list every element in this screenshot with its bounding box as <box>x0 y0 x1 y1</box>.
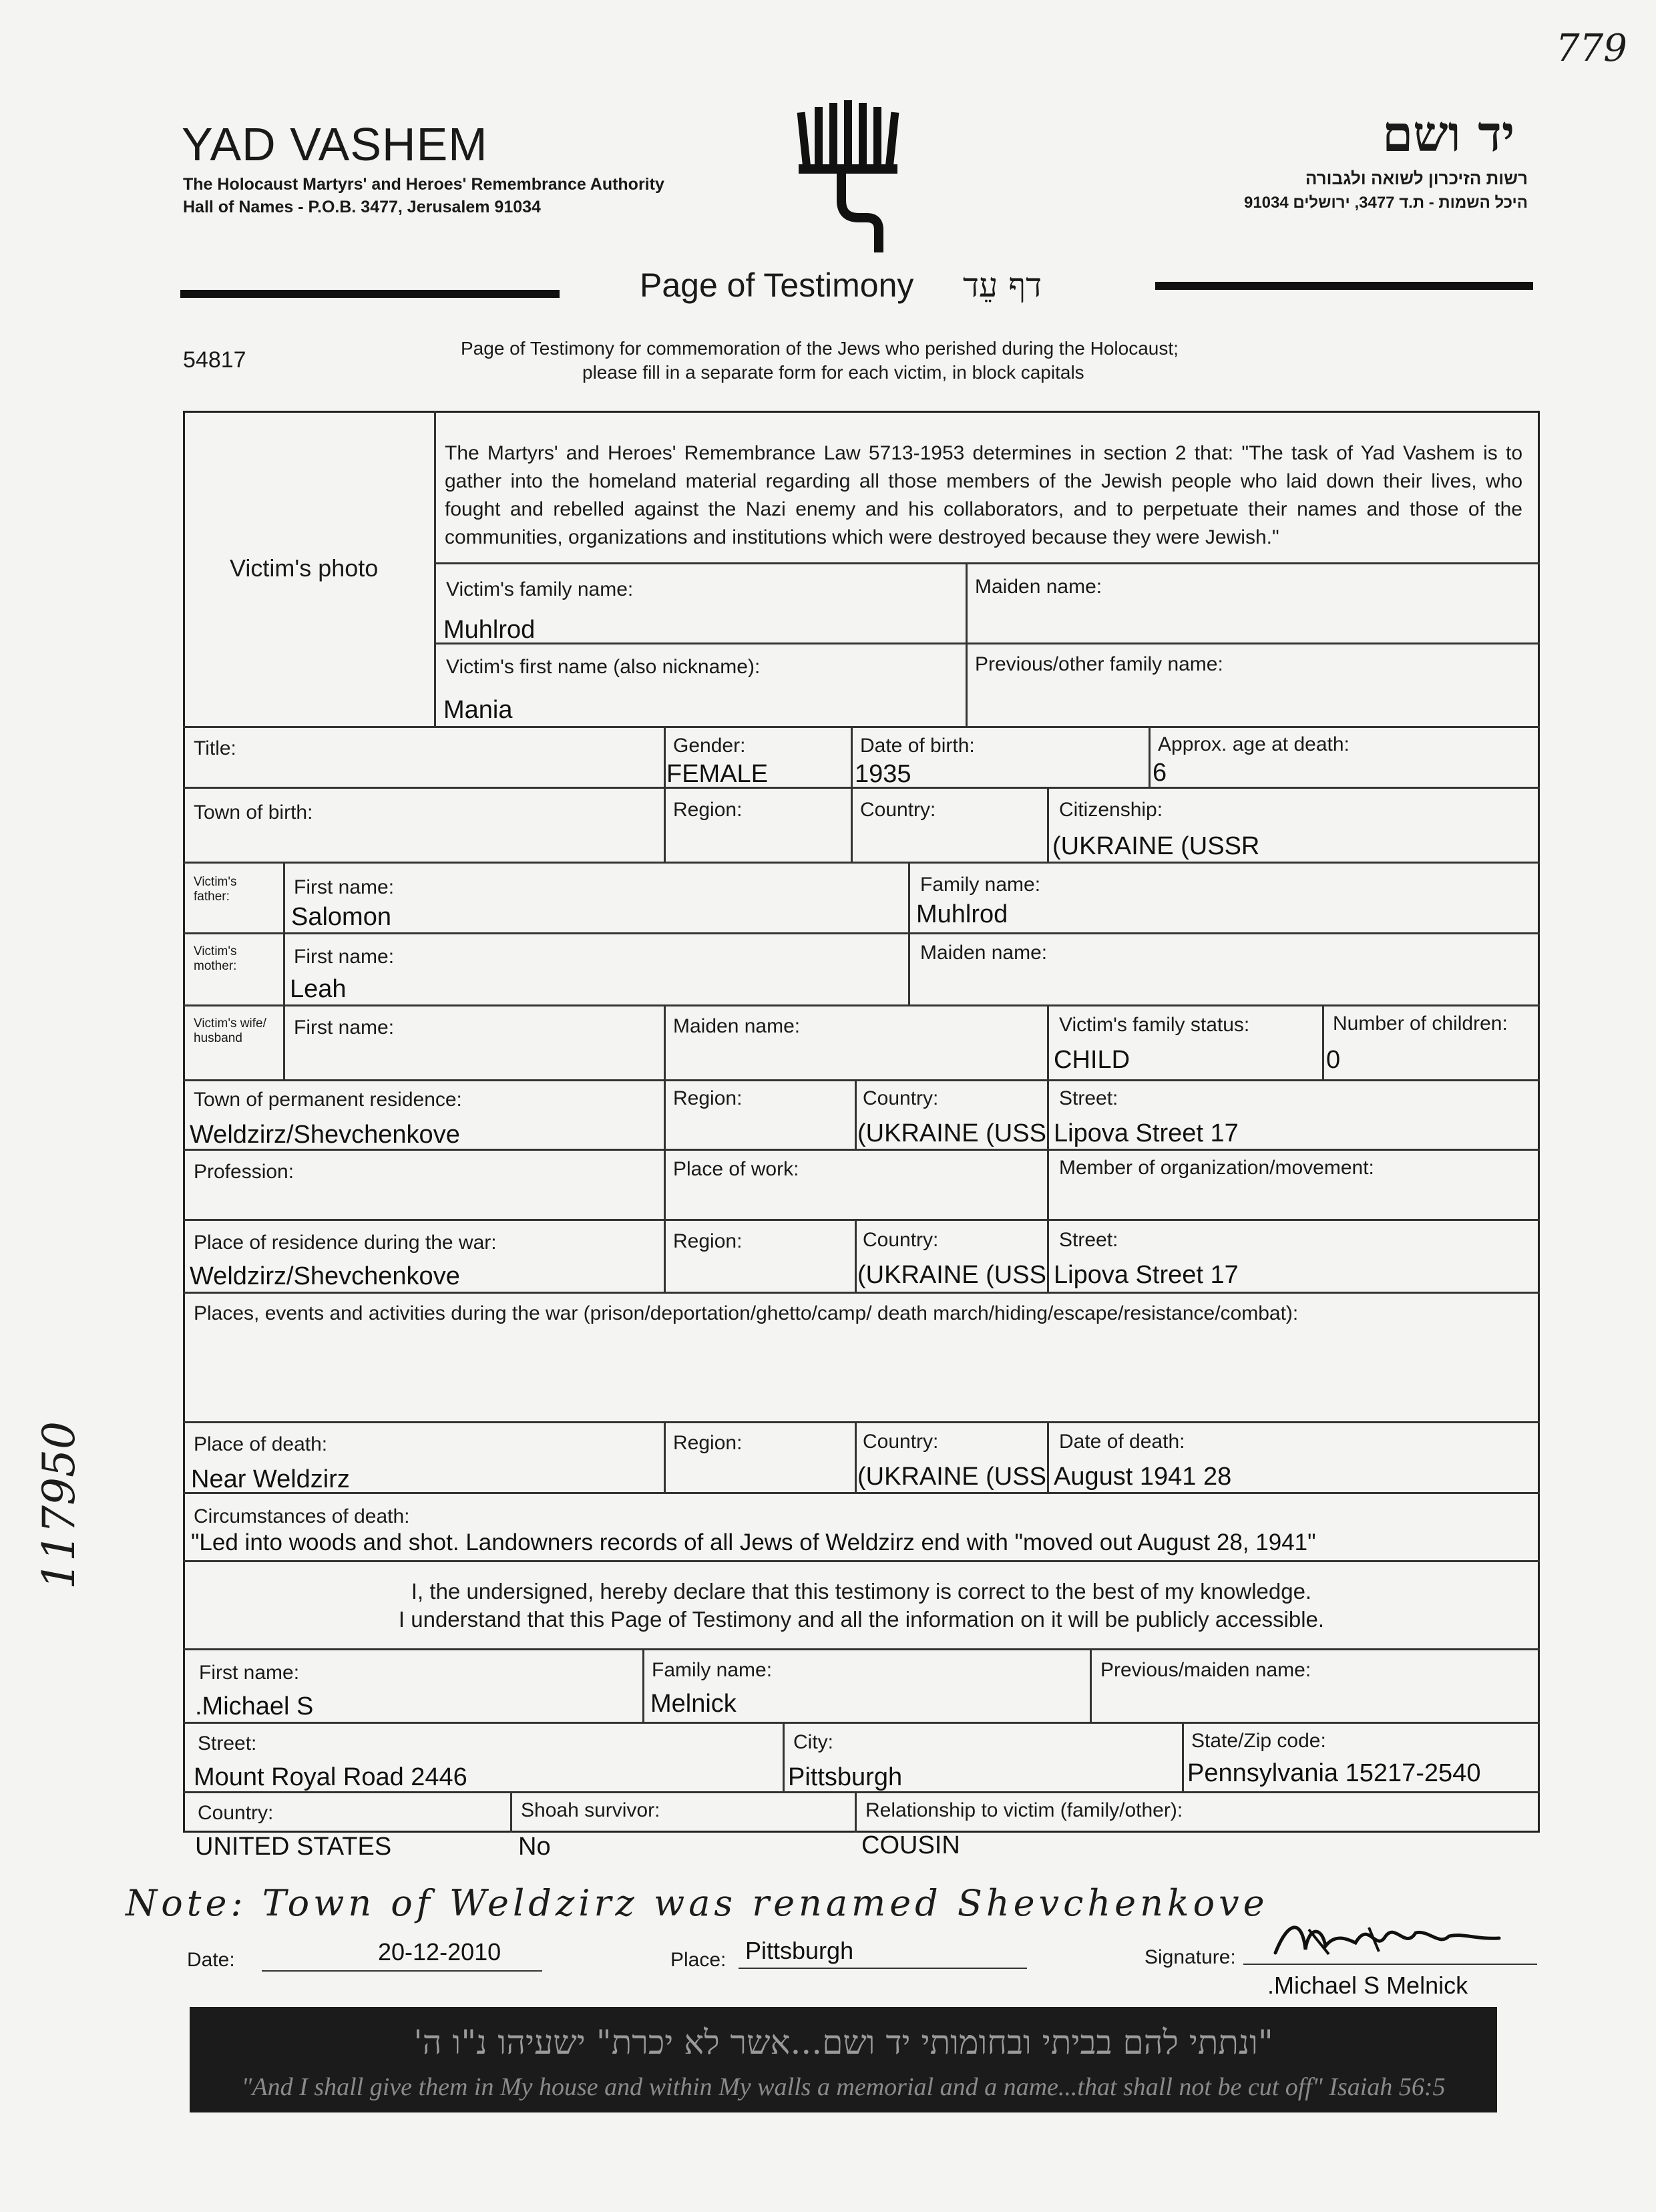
previous-family-name-label: Previous/other family name: <box>975 653 1223 675</box>
submitter-maiden-name-label: Previous/maiden name: <box>1100 1659 1311 1681</box>
submitter-city-label: City: <box>793 1731 833 1753</box>
war-country-label: Country: <box>863 1229 939 1251</box>
victim-first-name: Mania <box>443 696 513 724</box>
handwritten-note: Note: Town of Weldzirz was renamed Shevchenkove <box>126 1882 1269 1924</box>
instructions-line-1: Page of Testimony for commemoration of the Jews who perished during the Holocaust; <box>461 338 1179 359</box>
shoah-survivor-label: Shoah survivor: <box>521 1799 660 1821</box>
submission-date: 20-12-2010 <box>378 1938 501 1966</box>
submitter-street: Mount Royal Road 2446 <box>194 1763 467 1791</box>
org-address-hebrew: היכל השמות - ת.ד 3477, ירושלים 91034 <box>1243 194 1528 212</box>
relationship-to-victim: COUSIN <box>861 1831 960 1859</box>
submitter-city: Pittsburgh <box>788 1763 903 1791</box>
menorah-logo <box>795 100 901 254</box>
residence-country: (UKRAINE (USS <box>857 1119 1046 1147</box>
number-of-children: 0 <box>1326 1046 1341 1074</box>
profession-label: Profession: <box>194 1161 294 1183</box>
dob-label: Date of birth: <box>860 735 975 757</box>
residence-country-label: Country: <box>863 1087 939 1109</box>
serial-number: 54817 <box>183 347 246 373</box>
title-rule-right <box>1155 282 1533 290</box>
mother-label: Victim's mother: <box>194 944 237 973</box>
father-family-name-label: Family name: <box>920 874 1041 896</box>
spouse-first-name-label: First name: <box>294 1017 395 1039</box>
member-organization-label: Member of organization/movement: <box>1059 1157 1374 1179</box>
victim-age-at-death: 6 <box>1153 759 1167 787</box>
declaration-line-2: I understand that this Page of Testimony and all the information on it will be publicly accessible. <box>398 1607 1325 1632</box>
handwritten-margin-id: 117950 <box>33 1421 85 1590</box>
circumstances-of-death: "Led into woods and shot. Landowners records of all Jews of Weldzirz end with "moved out August 28, 1941" <box>191 1529 1316 1555</box>
place-of-death: Near Weldzirz <box>191 1465 350 1493</box>
place-of-death-label: Place of death: <box>194 1433 328 1455</box>
victim-citizenship: (UKRAINE (USSR <box>1052 832 1260 860</box>
mother-maiden-name-label: Maiden name: <box>920 942 1048 964</box>
signature-name: .Michael S Melnick <box>1267 1972 1468 1999</box>
submitter-state-zip: Pennsylvania 15217-2540 <box>1187 1759 1481 1787</box>
age-at-death-label: Approx. age at death: <box>1158 733 1350 755</box>
page-number-handwritten: 779 <box>1556 27 1627 70</box>
org-subtitle: The Holocaust Martyrs' and Heroes' Remembrance Authority <box>183 175 664 194</box>
submitter-family-name: Melnick <box>650 1690 737 1718</box>
residence-region-label: Region: <box>673 1087 743 1109</box>
residence-street: Lipova Street 17 <box>1054 1119 1239 1147</box>
maiden-name-label: Maiden name: <box>975 576 1102 598</box>
footer-english-verse: "And I shall give them in My house and within My walls a memorial and a name...that shall not be cut off" Isaiah 56:5 <box>241 2073 1446 2101</box>
places-events-label: Places, events and activities during the war (prison/deportation/ghetto/camp/ death march/hiding/escape/resistance/combat): <box>194 1302 1299 1324</box>
relationship-label: Relationship to victim (family/other): <box>865 1799 1183 1821</box>
permanent-residence-label: Town of permanent residence: <box>194 1089 462 1111</box>
page-title: Page of Testimony <box>640 266 914 304</box>
org-address: Hall of Names - P.O.B. 3477, Jerusalem 91034 <box>183 198 541 216</box>
gender-label: Gender: <box>673 735 746 757</box>
declaration-line-1: I, the undersigned, hereby declare that this testimony is correct to the best of my knowledge. <box>411 1579 1312 1604</box>
victim-photo-label: Victim's photo <box>230 554 379 582</box>
submitter-first-name-label: First name: <box>199 1662 300 1684</box>
place-label: Place: <box>670 1949 727 1971</box>
instructions-line-2: please fill in a separate form for each victim, in block capitals <box>582 362 1084 383</box>
father-first-name-label: First name: <box>294 876 395 898</box>
signature-image <box>1269 1913 1509 1966</box>
spouse-maiden-name-label: Maiden name: <box>673 1015 801 1037</box>
family-name-label: Victim's family name: <box>446 578 634 600</box>
spouse-label: Victim's wife/ husband <box>194 1017 266 1045</box>
permanent-residence-town: Weldzirz/Shevchenkove <box>190 1121 460 1149</box>
date-label: Date: <box>187 1949 235 1971</box>
victim-gender: FEMALE <box>666 760 769 788</box>
law-text: The Martyrs' and Heroes' Remembrance Law 5713-1953 determines in section 2 that: "The task of Yad Vashem is to gather into the homeland material regarding all those members of the Jewish people who laid down their lives, who fought and rebelled against the Nazi enemy and his collaborators, and to perpetuate their names and those of the communities, organizations and institutions which were destroyed because they were Jewish." <box>445 442 1522 548</box>
first-name-label: Victim's first name (also nickname): <box>446 656 761 678</box>
date-of-death-label: Date of death: <box>1059 1431 1185 1453</box>
shoah-survivor: No <box>518 1833 551 1861</box>
victim-family-status: CHILD <box>1054 1046 1130 1074</box>
father-family-name: Muhlrod <box>916 900 1008 928</box>
state-zip-label: State/Zip code: <box>1191 1730 1326 1752</box>
title-label: Title: <box>194 737 236 759</box>
date-underline <box>262 1970 542 1972</box>
war-residence-label: Place of residence during the war: <box>194 1232 497 1254</box>
mother-first-name: Leah <box>290 975 347 1003</box>
birth-country-label: Country: <box>860 799 936 821</box>
family-status-label: Victim's family status: <box>1059 1014 1250 1036</box>
org-name: YAD VASHEM <box>182 118 488 170</box>
war-residence-town: Weldzirz/Shevchenkove <box>190 1262 460 1290</box>
org-subtitle-hebrew: רשות הזיכרון לשואה ולגבורה <box>1305 168 1528 188</box>
number-of-children-label: Number of children: <box>1333 1012 1508 1035</box>
submission-place: Pittsburgh <box>745 1937 854 1964</box>
page-title-hebrew: דף עֵד <box>963 266 1042 305</box>
footer-banner <box>190 2007 1497 2112</box>
org-name-hebrew: יד ושם <box>1382 106 1515 163</box>
citizenship-label: Citizenship: <box>1059 799 1163 821</box>
father-first-name: Salomon <box>291 903 391 931</box>
war-street: Lipova Street 17 <box>1054 1261 1239 1289</box>
death-country: (UKRAINE (USS <box>857 1463 1046 1491</box>
birth-region-label: Region: <box>673 799 743 821</box>
submitter-street-label: Street: <box>198 1732 257 1755</box>
footer-hebrew-verse: "ונתתי להם בביתי ובחומותי יד ושם...אשר לא יכרת" ישעיהו נ"ו ה' <box>413 2023 1273 2062</box>
submitter-family-name-label: Family name: <box>652 1659 773 1681</box>
father-label: Victim's father: <box>194 875 237 904</box>
victim-dob: 1935 <box>855 760 911 788</box>
town-of-birth-label: Town of birth: <box>194 801 313 823</box>
place-underline <box>739 1968 1027 1969</box>
place-of-work-label: Place of work: <box>673 1158 799 1180</box>
submitter-country: UNITED STATES <box>195 1833 392 1861</box>
death-country-label: Country: <box>863 1431 939 1453</box>
mother-first-name-label: First name: <box>294 946 395 968</box>
residence-street-label: Street: <box>1059 1087 1118 1109</box>
submitter-first-name: .Michael S <box>195 1692 314 1720</box>
victim-family-name: Muhlrod <box>443 616 536 644</box>
death-region-label: Region: <box>673 1432 743 1454</box>
war-region-label: Region: <box>673 1230 743 1252</box>
signature-label: Signature: <box>1145 1946 1236 1968</box>
war-street-label: Street: <box>1059 1229 1118 1251</box>
title-rule-left <box>180 290 560 298</box>
date-of-death: August 1941 28 <box>1054 1463 1232 1491</box>
circumstances-label: Circumstances of death: <box>194 1505 410 1527</box>
submitter-country-label: Country: <box>198 1802 274 1824</box>
war-country: (UKRAINE (USS <box>857 1261 1046 1289</box>
